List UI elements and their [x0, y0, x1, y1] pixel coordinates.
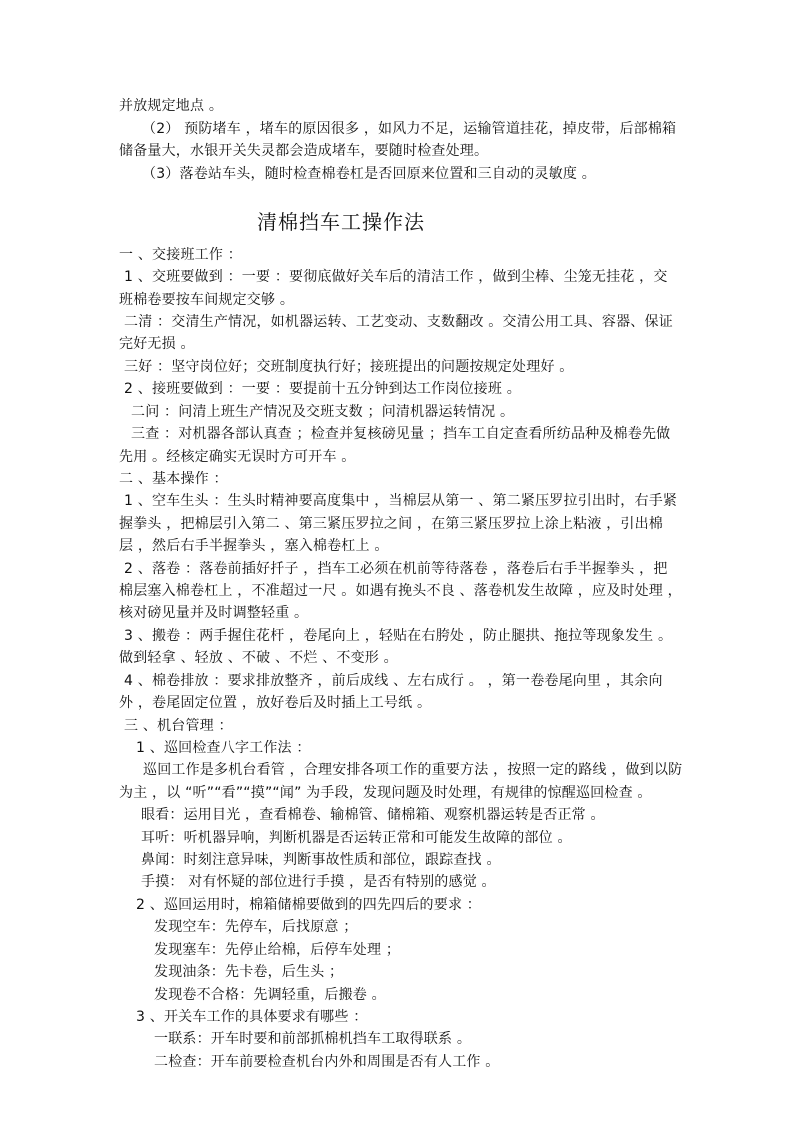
text-line: 核对磅见量并及时调整轻重 。	[119, 605, 309, 621]
text-line: 并放规定地点 。	[119, 98, 224, 114]
text-line: 班棉卷要按车间规定交够 。	[119, 292, 295, 308]
text-line: 发现油条：先卡卷，后生头 ；	[154, 964, 344, 980]
text-line: 3 、搬卷 ：两手握住花杆 ，卷尾向上 ，轻贴在右胯处 ，防止腿拱、拖拉等现象发生 。	[124, 628, 673, 644]
text-line: （2） 预防堵车 ，堵车的原因很多 ，如风力不足，运输管道挂花，掉皮带，后部棉箱	[142, 121, 677, 137]
text-line: 2 、巡回运用时，棉箱储棉要做到的四先四后的要求 ：	[136, 897, 482, 913]
text-line: 巡回工作是多机台看管 ，合理安排各项工作的重要方法 ，按照一定的路线 ，做到以防	[143, 762, 683, 778]
text-line: 二清 ：交清生产情况，如机器运转、工艺变动、支数翻改 。交清公用工具、容器、保证	[124, 314, 673, 330]
text-line: 手摸： 对有怀疑的部位进行手摸 ，是否有特别的感觉 。	[141, 874, 496, 890]
text-line: 层 ，然后右手半握拳头 ，塞入棉卷杠上 。	[119, 538, 389, 554]
text-line: 为主 ，以 “听”“看”“摸”“闻” 为手段，发现问题及时处理，有规律的惊醒巡回检查 。	[119, 785, 652, 801]
section-heading: 三 、机台管理 ：	[124, 718, 233, 734]
text-line: 棉层塞入棉卷杠上 ，不准超过一尺 。如遇有挽头不良 、落卷机发生故障 ，应及时处理 ，	[119, 583, 682, 599]
text-line: 一联系：开车时要和前部抓棉机挡车工取得联系 。	[154, 1031, 472, 1047]
text-line: 鼻闻：时刻注意异味，判断事故性质和部位，跟踪查找 。	[141, 852, 501, 868]
text-line: 二问 ：问清上班生产情况及交班支数 ；问清机器运转情况 。	[131, 404, 515, 420]
text-line: 2 、接班要做到 ：一要 ：要提前十五分钟到达工作岗位接班 。	[124, 381, 521, 397]
text-line: 握拳头 ，把棉层引入第二 、第三紧压罗拉之间 ，在第三紧压罗拉上涂上粘液 ，引出棉	[119, 516, 663, 532]
text-line: 1 、空车生头 ：生头时精神要高度集中 ，当棉层从第一 、第二紧压罗拉引出时，右手紧	[124, 493, 678, 509]
text-line: 先用 。经核定确实无误时方可开车 。	[119, 449, 356, 465]
section-heading: 一 、交接班工作 ：	[119, 247, 242, 263]
text-line: 发现卷不合格：先调轻重，后搬卷 。	[154, 987, 386, 1003]
text-line: 外 ，卷尾固定位置 ，放好卷后及时插上工号纸 。	[119, 695, 432, 711]
text-line: 发现空车：先停车，后找原意 ；	[154, 919, 358, 935]
text-line: 二检查：开车前要检查机台内外和周围是否有人工作 。	[154, 1054, 500, 1070]
document-title: 清棉挡车工操作法	[257, 210, 425, 234]
text-line: 做到轻拿 、轻放 、不破 、不烂 、不变形 。	[119, 650, 398, 666]
text-line: 完好无损 。	[119, 336, 195, 352]
text-line: 眼看：运用目光 ，查看棉卷、输棉管、储棉箱、观察机器运转是否正常 。	[141, 807, 605, 823]
text-line: 2 、落卷 ：落卷前插好扦子 ，挡车工必须在机前等待落卷 ，落卷后右手半握拳头 ，把	[124, 561, 668, 577]
text-line: 储备量大，水银开关失灵都会造成堵车，要随时检查处理。	[119, 143, 489, 159]
section-heading: 二 、基本操作 ：	[119, 471, 228, 487]
text-line: 1 、巡回检查八字工作法 ：	[136, 740, 311, 756]
text-line: （3）落卷站车头，随时检查棉卷杠是否回原来位置和三自动的灵敏度 。	[142, 166, 596, 182]
text-line: 三好 ：坚守岗位好；交班制度执行好；接班提出的问题按规定处理好 。	[124, 359, 574, 375]
text-line: 耳听：听机器异响，判断机器是否运转正常和可能发生故障的部位 。	[141, 830, 572, 846]
text-line: 1 、交班要做到 ：一要 ：要彻底做好关车后的清洁工作 ，做到尘棒、尘笼无挂花 ，交	[124, 269, 668, 285]
text-line: 发现塞车：先停止给棉，后停车处理 ；	[154, 942, 401, 958]
text-line: 4 、棉卷排放 ：要求排放整齐 ，前后成线 、左右成行 。 ，第一卷卷尾向里 ，其余向	[124, 673, 663, 689]
text-line: 3 、开关车工作的具体要求有哪些 ：	[136, 1009, 368, 1025]
text-line: 三查 ：对机器各部认真查 ；检查并复核磅见量 ；挡车工自定查看所纺品种及棉卷先做	[131, 426, 671, 442]
